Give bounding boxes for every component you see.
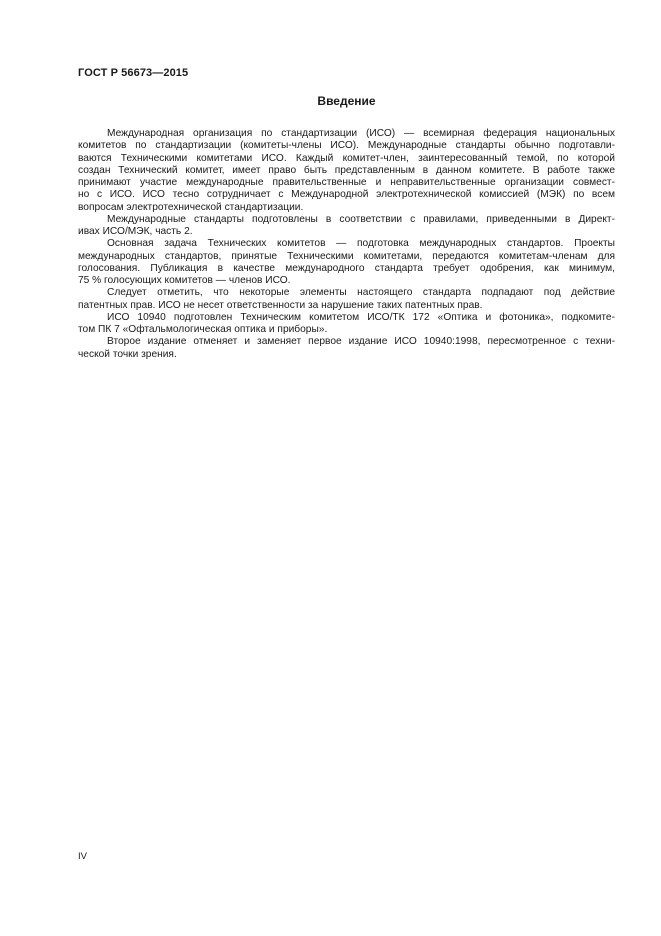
text-line: создан Технический комитет, имеет право быть представленным в данном комитете. В работе также (78, 164, 615, 176)
text-line: том ПК 7 «Офтальмологическая оптика и приборы». (78, 324, 328, 335)
text-line: вопросам электротехнической стандартизации. (78, 201, 304, 213)
paragraph (78, 336, 615, 361)
text-line: патентных прав. ИСО не несет ответственности за нарушение таких патентных прав. (78, 299, 483, 311)
paragraph (78, 312, 615, 337)
text-line: международных стандартов, принятые Техническими комитетами, передаются комитетам-членам для (78, 250, 615, 262)
body-text (78, 128, 615, 361)
text-line: Второе издание отменяет и заменяет первое издание ИСО 10940:1998, пересмотренное с техни- (107, 336, 615, 348)
text-line: но с ИСО. ИСО тесно сотрудничает с Международной электротехнической комиссией (МЭК) по всем (78, 189, 615, 201)
text-line: Основная задача Технических комитетов — подготовка международных стандартов. Проекты (107, 238, 615, 250)
text-line: 75 % голосующих комитетов — членов ИСО. (78, 275, 291, 286)
text-line: ческой точки зрения. (78, 348, 177, 360)
section-title: Введение (317, 94, 376, 108)
paragraph (78, 238, 615, 287)
document-code: ГОСТ Р 56673—2015 (78, 67, 189, 79)
text-line: ИСО 10940 подготовлен Техническим комитетом ИСО/ТК 172 «Оптика и фотоника», подкомите- (107, 311, 615, 323)
text-line: Следует отметить, что некоторые элементы настоящего стандарта подпадают под действие (107, 287, 615, 299)
text-line: ивах ИСО/МЭК, часть 2. (78, 226, 193, 237)
page-number: IV (78, 851, 87, 862)
text-line: ваются Техническими комитетами ИСО. Каждый комитет-член, заинтересованный темой, по которой (78, 152, 615, 164)
text-line: Международная организация по стандартизации (ИСО) — всемирная федерация национальных (107, 128, 615, 139)
paragraph (78, 287, 615, 312)
text-line: принимают участие международные правительственные и неправительственные организации совмест- (78, 177, 615, 188)
text-line: Международные стандарты подготовлены в соответствии с правилами, приведенными в Директ- (107, 213, 615, 225)
paragraph (78, 214, 615, 239)
paragraph (78, 128, 615, 214)
text-line: комитетов по стандартизации (комитеты-члены ИСО). Международные стандарты обычно подготавли- (78, 140, 615, 152)
text-line: голосования. Публикация в качестве международного стандарта требует одобрения, как минимум, (78, 262, 615, 274)
